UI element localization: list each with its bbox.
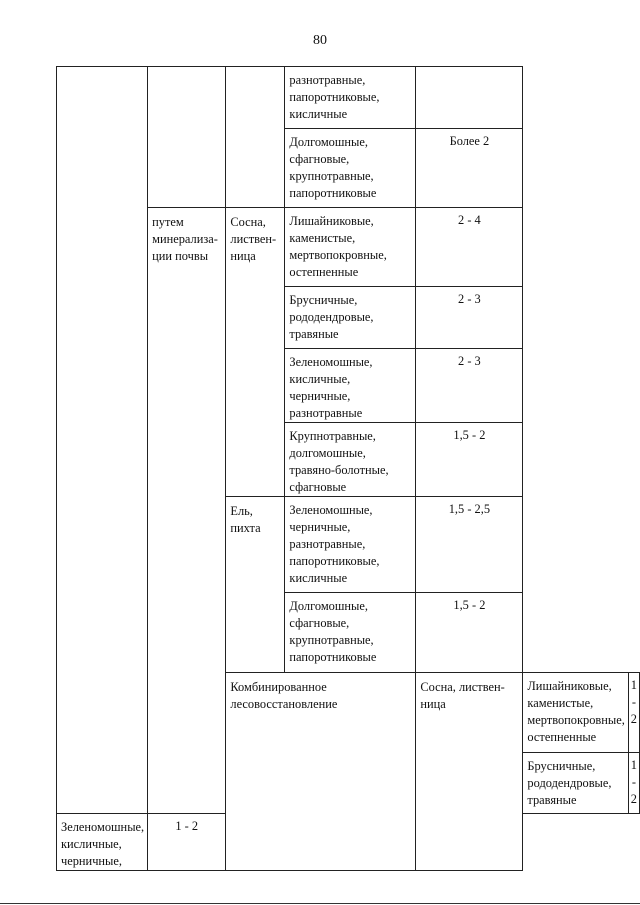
species-spruce-fir: Ель, пихта — [226, 497, 285, 673]
forest-restoration-table — [56, 66, 640, 871]
value-cell: 1 - 2 — [628, 673, 639, 753]
value-cell: 2 - 3 — [416, 349, 523, 423]
forest-type-cell: Долгомошные, сфагновые, крупнотравные, папоротниковые — [285, 593, 416, 673]
value-cell: 1 - 2 — [628, 753, 639, 814]
forest-type-cell: Зеленомошные, черничные, разнотравные, папоротниковые, кисличные — [285, 497, 416, 593]
forest-type-cell: Зеленомошные, кисличные, черничные, — [57, 814, 148, 871]
value-cell: 2 - 4 — [416, 208, 523, 287]
value-cell — [416, 67, 523, 129]
submethod-mineralization: путем минерализа-ции почвы — [148, 208, 226, 814]
page-number: 80 — [313, 33, 327, 48]
value-cell: 1 - 2 — [148, 814, 226, 871]
value-cell: 2 - 3 — [416, 287, 523, 349]
species-pine-larch: Сосна, листвен-ница — [416, 673, 523, 871]
forest-type-cell: Лишайниковые, каменистые, мертвопокровные, остепненные — [523, 673, 628, 753]
forest-type-cell: разнотравные, папоротниковые, кисличные — [285, 67, 416, 129]
table-row — [57, 67, 640, 129]
forest-type-cell: Брусничные, рододендровые, травяные — [285, 287, 416, 349]
forest-type-cell: Крупнотравные, долгомошные, травяно-болотные, сфагновые — [285, 423, 416, 497]
submethod-cell-empty — [148, 67, 226, 208]
value-cell: 1,5 - 2 — [416, 593, 523, 673]
forest-type-cell: Брусничные, рододендровые, травяные — [523, 753, 628, 814]
species-cell-empty — [226, 67, 285, 208]
method-combined: Комбинированное лесовосстановление — [226, 673, 416, 871]
value-cell: 1,5 - 2 — [416, 423, 523, 497]
value-cell: Более 2 — [416, 129, 523, 208]
value-cell: 1,5 - 2,5 — [416, 497, 523, 593]
species-pine-larch: Сосна, листвен-ница — [226, 208, 285, 497]
forest-type-cell: Лишайниковые, каменистые, мертвопокровные, остепненные — [285, 208, 416, 287]
method-cell-empty — [57, 67, 148, 814]
forest-type-cell: Зеленомошные, кисличные, черничные, разнотравные — [285, 349, 416, 423]
forest-type-cell: Долгомошные, сфагновые, крупнотравные, папоротниковые — [285, 129, 416, 208]
scan-bottom-edge — [0, 903, 640, 904]
